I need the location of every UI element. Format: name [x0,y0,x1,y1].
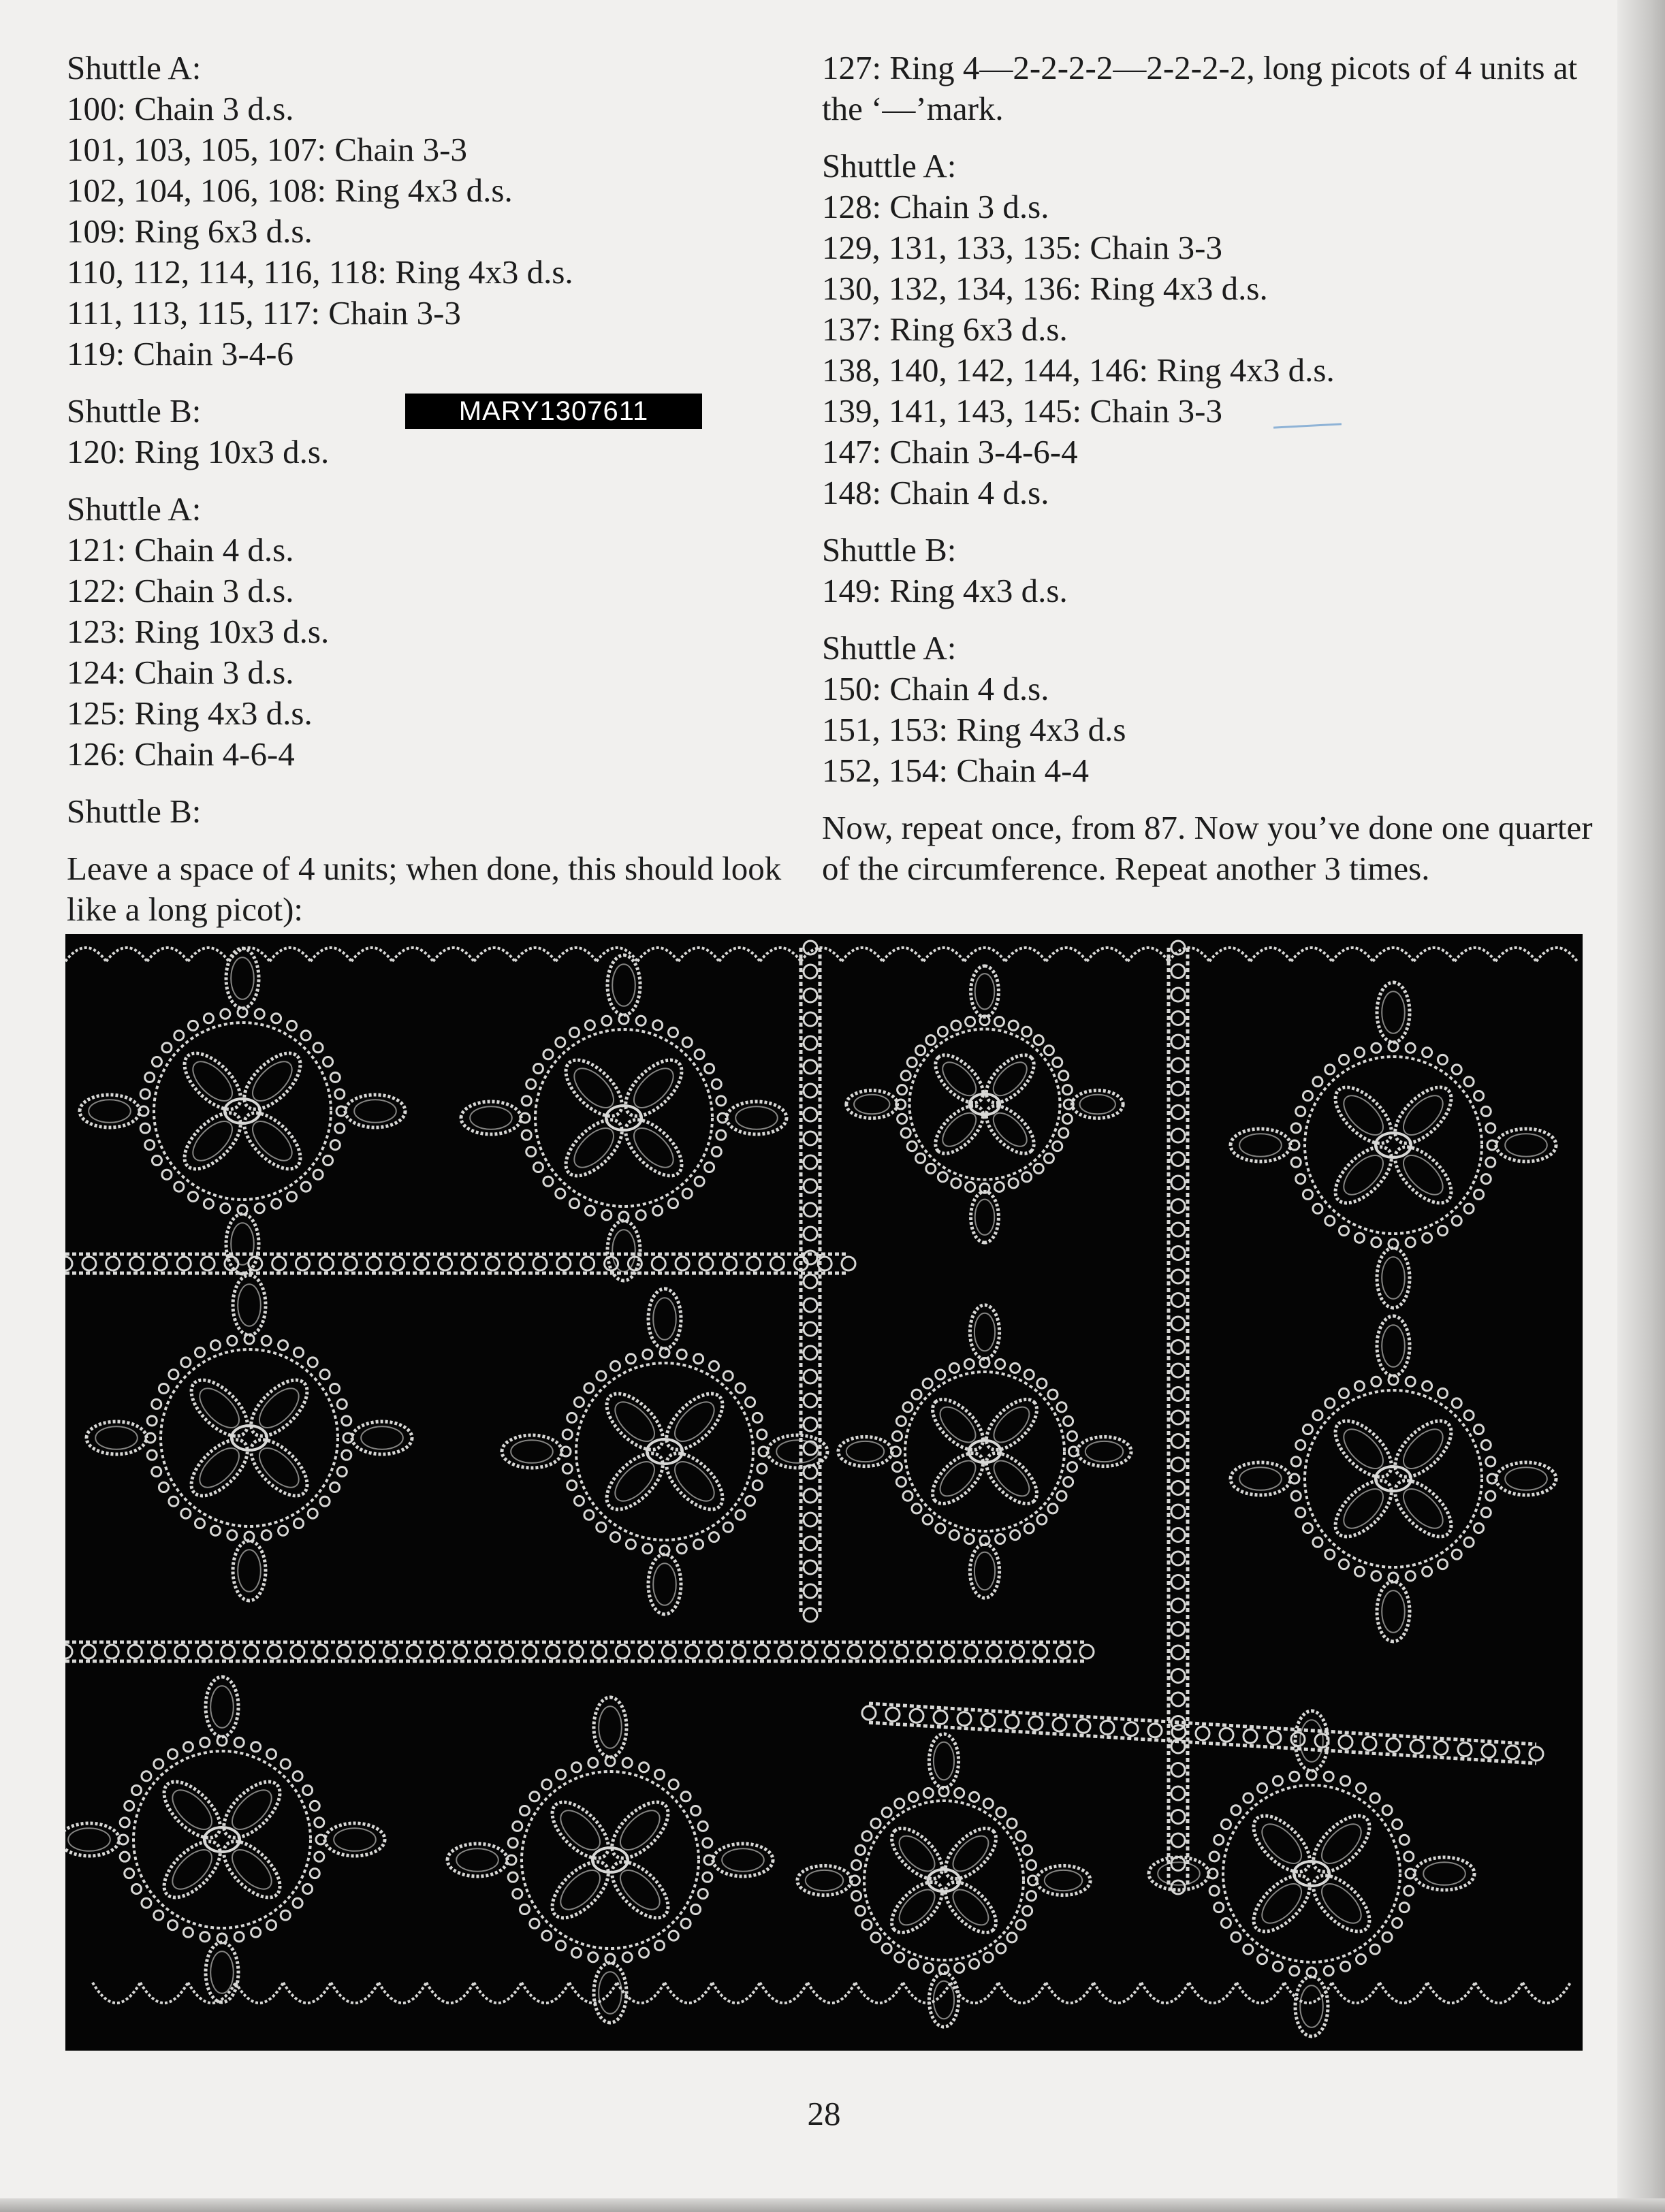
shuttle-heading: Shuttle B: [67,792,202,830]
instruction-line: 137: Ring 6x3 d.s. [822,310,1068,348]
instruction-line: 130, 132, 134, 136: Ring 4x3 d.s. [822,270,1268,307]
instruction-line: 126: Chain 4-6-4 [67,735,295,773]
instruction-line: 125: Ring 4x3 d.s. [67,694,313,732]
instruction-line: 100: Chain 3 d.s. [67,90,294,127]
instruction-line: 123: Ring 10x3 d.s. [67,613,330,650]
instruction-line: 139, 141, 143, 145: Chain 3-3 [822,392,1222,430]
instruction-line: 148: Chain 4 d.s. [822,474,1049,511]
instruction-line: 120: Ring 10x3 d.s. [67,433,330,470]
instruction-line: 138, 140, 142, 144, 146: Ring 4x3 d.s. [822,351,1335,389]
instruction-line: 111, 113, 115, 117: Chain 3-3 [67,294,461,332]
left-text-column [67,48,802,930]
tatted-lace-image [65,934,1583,2051]
instruction-line: 150: Chain 4 d.s. [822,670,1049,707]
instruction-line: 101, 103, 105, 107: Chain 3-3 [67,131,467,168]
instruction-line: 147: Chain 3-4-6-4 [822,433,1078,470]
instruction-line: 119: Chain 3-4-6 [67,335,294,372]
instruction-line: 110, 112, 114, 116, 118: Ring 4x3 d.s. [67,253,573,291]
shuttle-heading: Shuttle B: [822,531,957,568]
instruction-line: 151, 153: Ring 4x3 d.s [822,711,1126,748]
shuttle-heading: Shuttle A: [822,147,957,185]
instruction-line: 152, 154: Chain 4-4 [822,752,1089,789]
instruction-line: 129, 131, 133, 135: Chain 3-3 [822,229,1222,266]
shuttle-heading: Shuttle A: [67,490,202,528]
shuttle-heading: Shuttle A: [822,629,957,667]
instruction-line: 102, 104, 106, 108: Ring 4x3 d.s. [67,172,513,209]
shuttle-heading: Shuttle A: [67,49,202,86]
scan-bottom-edge [0,2198,1665,2212]
watermark-label: MARY1307611 [405,394,702,429]
shuttle-heading: Shuttle B: [67,392,202,430]
instruction-line: 149: Ring 4x3 d.s. [822,572,1068,609]
right-text-column [822,48,1605,889]
lace-photograph [65,934,1583,2051]
instruction-line: 124: Chain 3 d.s. [67,654,294,691]
instruction-paragraph: 127: Ring 4—2-2-2-2—2-2-2-2, long picots of 4 units at the ‘—’mark. [822,49,1578,127]
page-edge-shadow [1617,0,1665,2212]
instruction-line: 109: Ring 6x3 d.s. [67,212,313,250]
instruction-line: 128: Chain 3 d.s. [822,188,1049,225]
instruction-line: 121: Chain 4 d.s. [67,531,294,568]
instruction-paragraph: Now, repeat once, from 87. Now you’ve done one quarter of the circumference. Repeat another 3 times. [822,809,1593,887]
page-number: 28 [807,2095,841,2132]
instruction-paragraph: Leave a space of 4 units; when done, this should look like a long picot): [67,850,782,928]
instruction-line: 122: Chain 3 d.s. [67,572,294,609]
